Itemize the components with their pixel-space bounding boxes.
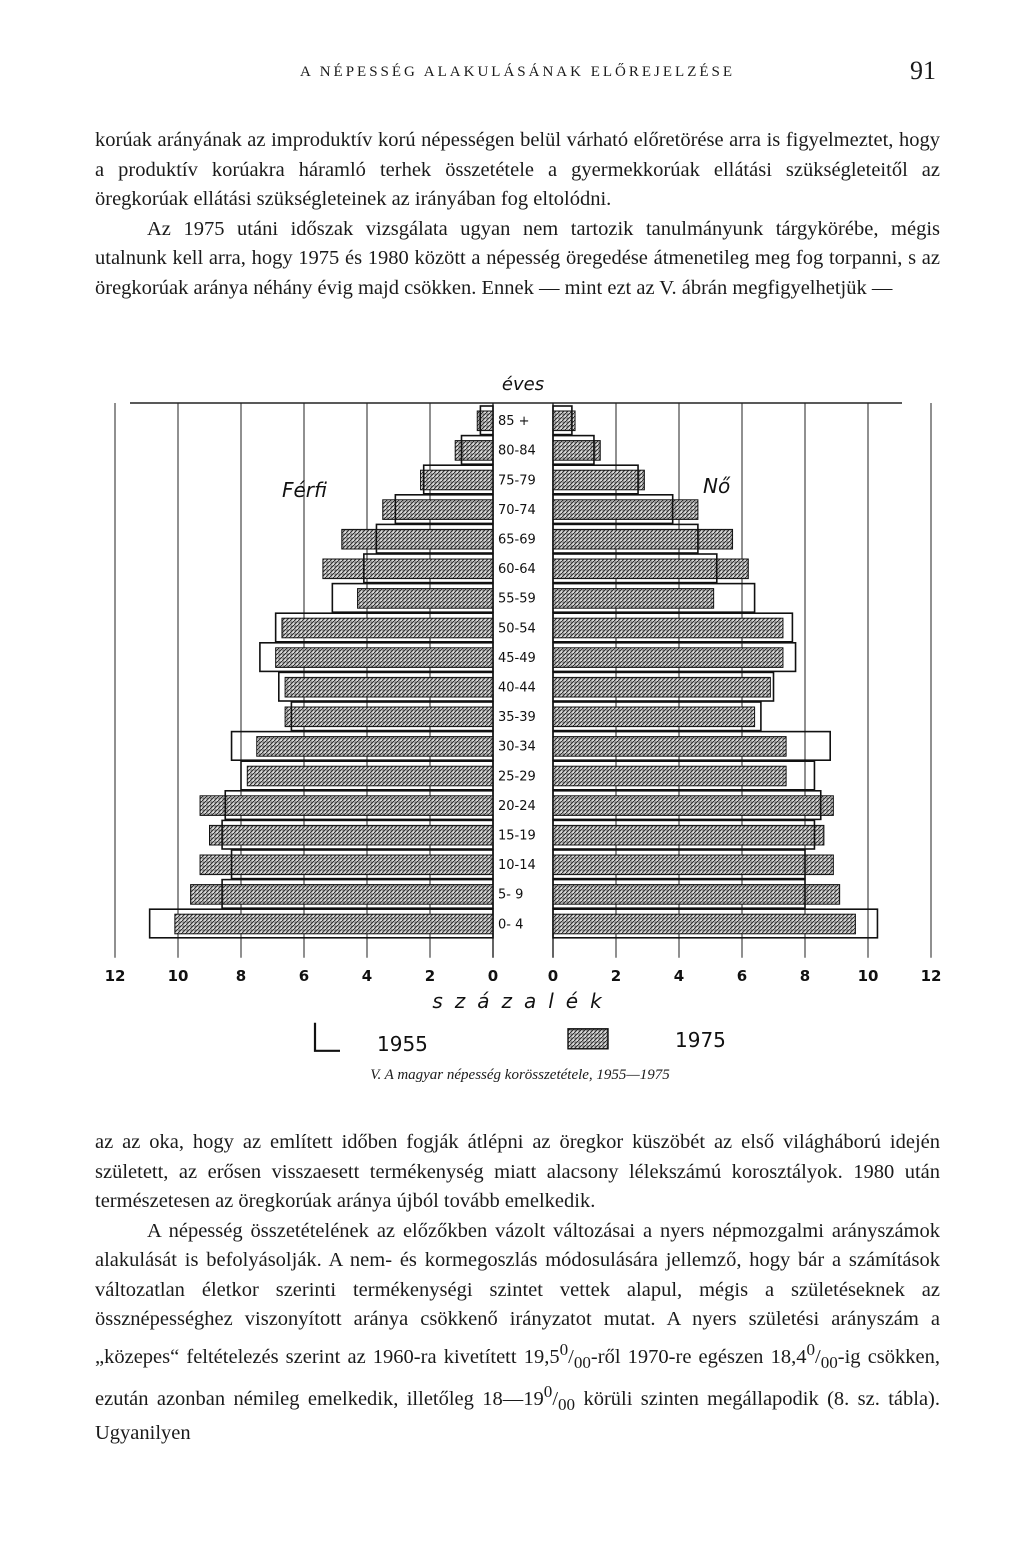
- permille-sub-3: 00: [558, 1394, 576, 1414]
- paragraph-1: korúak arányának az improduktív korú népességen belül várható előretörése arra is figyelmeztet, hogy a produktív korúakra háramló terhek összetétele a gyermekkorúak ellátási szükségleteitől az öregkorúak ellátási szükségleteinek az irányában fog eltolódni.: [95, 129, 940, 210]
- bar-1975-male: [285, 677, 493, 697]
- bar-1975-male: [282, 618, 493, 638]
- age-group-label: 25-29: [498, 769, 536, 785]
- age-group-label: 30-34: [498, 739, 536, 755]
- age-group-label: 85 +: [498, 414, 530, 430]
- bar-1975-female: [553, 825, 824, 845]
- permille-sup-2: 0: [806, 1339, 815, 1359]
- permille-sup-3: 0: [543, 1381, 553, 1401]
- age-group-label: 75-79: [498, 473, 536, 489]
- bar-1975-male: [285, 707, 493, 727]
- bar-1975-female: [553, 589, 714, 609]
- permille-sub-2: 00: [820, 1352, 838, 1372]
- bar-1975-male: [257, 737, 493, 757]
- bar-1975-female: [553, 707, 755, 727]
- age-group-label: 0- 4: [498, 917, 524, 933]
- bar-1975-male: [421, 470, 493, 490]
- bar-1975-female: [553, 500, 698, 520]
- x-tick-label-right: 10: [857, 966, 879, 985]
- x-tick-label-right: 12: [920, 966, 942, 985]
- age-group-label: 10-14: [498, 858, 536, 874]
- age-group-label: 50-54: [498, 621, 536, 637]
- age-group-label: 40-44: [498, 680, 536, 696]
- age-group-label: 60-64: [498, 562, 536, 578]
- bar-1975-male: [200, 796, 493, 816]
- bar-1975-female: [553, 914, 855, 934]
- body-text-top: [95, 126, 940, 303]
- bar-1975-female: [553, 559, 748, 579]
- x-tick-label-right: 6: [736, 966, 748, 985]
- male-label: Férfi: [282, 478, 327, 502]
- bar-1975-male: [276, 648, 493, 668]
- x-tick-label-left: 12: [104, 966, 126, 985]
- bar-1975-male: [358, 589, 493, 609]
- age-group-label: 45-49: [498, 650, 536, 666]
- bar-1975-male: [191, 885, 493, 905]
- bar-1975-male: [210, 825, 494, 845]
- bar-1975-male: [175, 914, 493, 934]
- bar-1975-female: [553, 470, 644, 490]
- bar-1975-female: [553, 618, 783, 638]
- body-text-bottom: [95, 1128, 940, 1449]
- bar-1975-female: [553, 677, 770, 697]
- population-pyramid-figure: [104, 365, 942, 1090]
- age-group-label: 5- 9: [498, 887, 524, 903]
- x-tick-label-left: 10: [167, 966, 189, 985]
- top-axis-label: éves: [501, 374, 545, 395]
- bar-1975-male: [200, 855, 493, 875]
- legend-label-1975: 1975: [675, 1027, 726, 1052]
- bar-1975-female: [553, 766, 786, 786]
- legend-label-1955: 1955: [377, 1031, 428, 1056]
- bar-1975-male: [247, 766, 493, 786]
- bar-1975-male: [323, 559, 493, 579]
- x-tick-label-right: 8: [799, 966, 811, 985]
- x-tick-label-left: 0: [487, 966, 499, 985]
- bar-1975-male: [342, 529, 493, 549]
- age-group-label: 35-39: [498, 710, 536, 726]
- age-group-label: 70-74: [498, 502, 536, 518]
- bar-1975-female: [553, 648, 783, 668]
- x-tick-label-left: 6: [298, 966, 310, 985]
- age-group-label: 65-69: [498, 532, 536, 548]
- bar-1975-male: [383, 500, 493, 520]
- permille-sup-1: 0: [559, 1339, 569, 1359]
- age-group-label: 55-59: [498, 591, 536, 607]
- bar-1975-female: [553, 796, 833, 816]
- x-tick-label-right: 4: [673, 966, 685, 985]
- bar-1975-female: [553, 885, 840, 905]
- permille-sub-1: 00: [573, 1352, 591, 1372]
- legend-swatch-1975: [568, 1029, 608, 1049]
- x-tick-label-right: 0: [547, 966, 559, 985]
- paragraph-2: Az 1975 utáni időszak vizsgálata ugyan nem tartozik tanulmányunk tárgykörébe, mégis utalnunk kell arra, hogy 1975 és 1980 között a népesség öregedése átmenetileg meg fog torpanni, s az öregkorúak aránya néhány évig majd csökken. Ennek — mint ezt az V. ábrán megfigyelhetjük —: [95, 217, 940, 299]
- legend-swatch-1955: [315, 1023, 340, 1051]
- pyramid-chart: [104, 365, 942, 1065]
- age-group-label: 80-84: [498, 443, 536, 459]
- x-tick-label-left: 8: [235, 966, 247, 985]
- running-title: A NÉPESSÉG ALAKULÁSÁNAK ELŐREJELZÉSE: [299, 64, 736, 80]
- figure-caption: V. A magyar népesség korösszetétele, 1955—1975: [370, 1067, 670, 1083]
- bar-1975-female: [553, 855, 833, 875]
- x-tick-label-right: 2: [610, 966, 622, 985]
- paragraph-4-part-a: A népesség összetételének az előzőkben vázolt változásai a nyers népmozgalmi arányszámok alakulását is befolyásolják. A nem- és kormegoszlás módosulására jellemző, hogy bár a számítások változatlan életkor szerinti termékenységi szintet vettek alapul, mégis a születéseknek az össznépességhez viszonyított aránya csökkenő irányzatot mutat. A nyers születési arányszám a „közepes“ feltételezés szerint az 1960-ra kivetített 19,5: [95, 1219, 940, 1368]
- paragraph-4-part-c: -ig csökken, ezután azonban némileg emelkedik, illetőleg 18—19: [95, 1345, 940, 1410]
- paragraph-4: A népesség összetételének az előzőkben vázolt változásai a nyers népmozgalmi arányszámok alakulását is befolyásolják. A nem- és kormegoszlás módosulására jellemző, hogy bár a számítások változatlan életkor szerinti termékenységi szintet vettek alapul, mégis a születéseknek az össznépességhez viszonyított aránya csökkenő irányzatot mutat. A nyers születési arányszám a „közepes“ feltételezés szerint az 1960-ra kivetített $19,5^0/_{00}$-ről 1970-re egészen $18,4^0/_{00}-ig$ csökken, ezután azonban némileg emelkedik, illetőleg $18—19^0/_{00}$ körüli szinten megállapodik (8. sz. tábla). Ugyanilyen: [95, 1219, 940, 1445]
- page-number: 91: [910, 56, 936, 85]
- age-group-label: 20-24: [498, 798, 536, 814]
- paragraph-3: az az oka, hogy az említett időben fogják átlépni az öregkor küszöbét az első világháború idején született, az erősen visszaesett termékenység miatt alacsony lélekszámú korosztályok. 1980 után természetesen az öregkorúak aránya újból tovább emelkedik.: [95, 1131, 940, 1212]
- age-group-label: 15-19: [498, 828, 536, 844]
- female-label: Nő: [703, 474, 731, 498]
- x-axis-label: százalék: [432, 988, 614, 1013]
- paragraph-4-part-d: körüli szinten megállapodik (8. sz. tábla). Ugyanilyen: [95, 1387, 940, 1445]
- bar-1975-female: [553, 529, 733, 549]
- x-tick-label-left: 2: [424, 966, 436, 985]
- bar-1975-female: [553, 737, 786, 757]
- page-header: [95, 56, 940, 92]
- paragraph-4-part-b: -ről 1970-re egészen 18,4: [590, 1345, 807, 1368]
- x-tick-label-left: 4: [361, 966, 373, 985]
